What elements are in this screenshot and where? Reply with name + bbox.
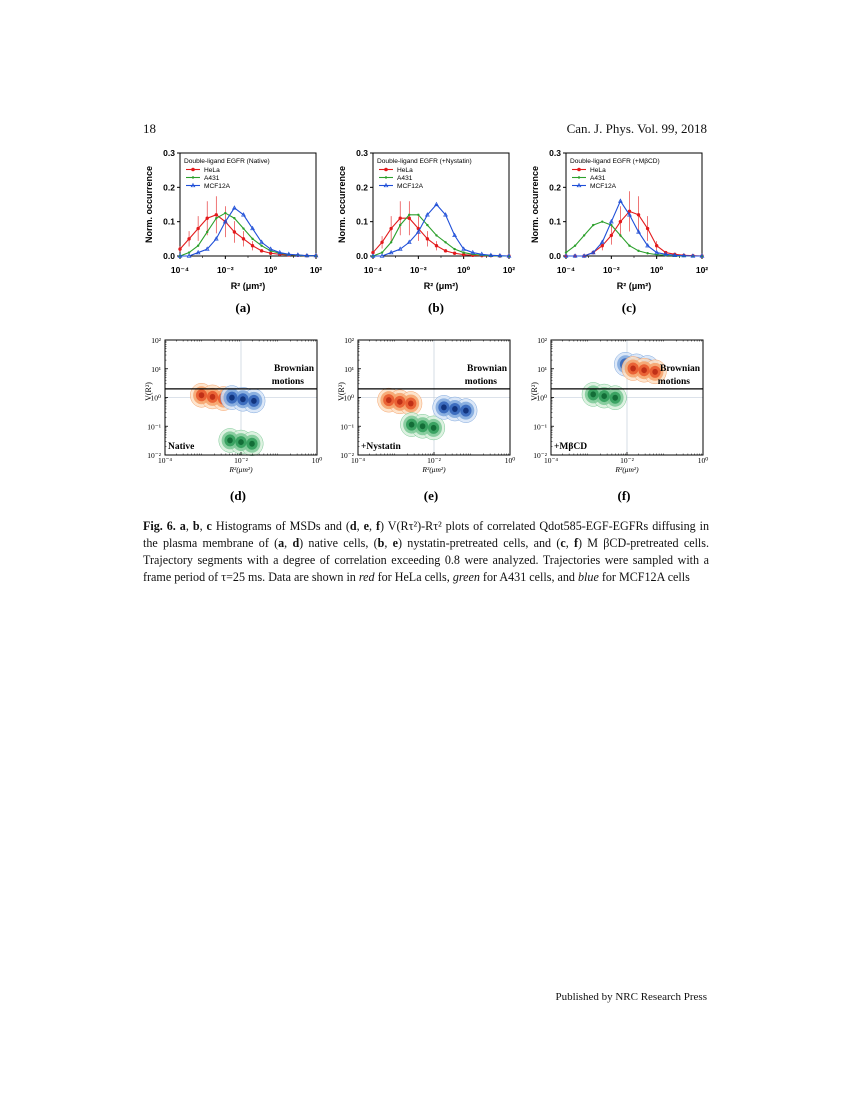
data-point <box>206 231 208 233</box>
caption-part: , <box>369 519 376 533</box>
contour-blob <box>612 395 618 401</box>
y-tick-label: 10⁻² <box>340 451 354 460</box>
publisher-footer: Published by NRC Research Press <box>555 991 707 1003</box>
data-point <box>601 220 603 222</box>
caption-part: ) native cells, ( <box>299 536 378 550</box>
legend-entry: MCF12A <box>397 183 424 190</box>
legend-marker <box>191 168 195 172</box>
caption-part: d <box>292 536 300 550</box>
data-point <box>655 244 658 247</box>
legend-marker <box>385 176 387 178</box>
y-tick-label: 0.0 <box>163 251 175 261</box>
contour-blob <box>249 441 255 447</box>
contour-blob <box>431 425 437 431</box>
data-point <box>453 248 455 250</box>
brownian-label: Brownian <box>467 364 507 374</box>
data-point <box>610 234 613 237</box>
contour-blob <box>601 393 607 399</box>
data-point <box>619 234 621 236</box>
data-point <box>435 234 437 236</box>
panel-label: (c) <box>621 300 637 315</box>
x-axis-label: R² (μm²) <box>230 281 266 291</box>
data-point <box>260 245 262 247</box>
x-tick-label: 10⁻⁴ <box>157 456 173 465</box>
contour-blob <box>386 397 392 403</box>
contour-blob <box>420 423 426 429</box>
data-point <box>408 214 410 216</box>
y-tick-label: 10² <box>537 336 547 345</box>
caption-part: e <box>392 536 399 550</box>
data-point <box>472 253 474 255</box>
legend-entry: MCF12A <box>590 183 617 190</box>
brownian-label: motions <box>271 377 304 387</box>
x-tick-label: 10⁻⁴ <box>363 265 383 275</box>
caption-part: ) V(Rτ²)-Rτ² plots of correlated Qdot585-EGF-EGFRs diffusing in the plasma membrane of ( <box>143 519 710 550</box>
contour-blob <box>397 399 403 405</box>
caption-part: e <box>363 519 369 533</box>
data-point <box>444 249 447 252</box>
caption-part: f <box>574 536 579 550</box>
data-point <box>426 237 429 240</box>
journal-header: Can. J. Phys. Vol. 99, 2018 <box>566 121 707 136</box>
caption-part: , <box>199 519 207 533</box>
data-point <box>215 213 218 216</box>
plot-frame <box>566 153 702 256</box>
contour-blob <box>409 422 415 428</box>
y-tick-label: 10⁰ <box>150 393 161 403</box>
x-tick-label: 10⁻⁴ <box>170 265 190 275</box>
x-tick-label: 10⁰ <box>697 456 709 465</box>
contour-blob <box>590 391 596 397</box>
y-axis-label: Norm. occurrence <box>337 165 347 244</box>
data-point <box>251 244 254 247</box>
y-tick-label: 0.1 <box>549 216 561 227</box>
x-tick-label: 10⁻² <box>427 456 441 465</box>
caption-part: ) nystatin-pretreated cells, and ( <box>398 536 561 550</box>
x-axis-label: R²(μm²) <box>615 465 639 474</box>
contour-blob <box>251 398 257 404</box>
histogram-panel-a <box>144 148 322 315</box>
caption-part: ) M βCD-pretreated cells. Trajectory segments with a degree of correlation exceeding 0.8 were analyzed. Trajectories were sampled with a frame period of τ=25 ms. Data are shown in <box>143 536 710 584</box>
data-point <box>646 227 649 230</box>
y-tick-label: 0.2 <box>163 182 175 193</box>
legend-entry: A431 <box>590 175 606 182</box>
legend-title: Double-ligand EGFR (+Nystatin) <box>377 158 472 165</box>
data-point <box>408 217 411 220</box>
page-number: 18 <box>143 121 156 136</box>
x-axis-label: R²(μm²) <box>422 465 446 474</box>
data-point <box>444 241 446 243</box>
x-tick-label: 10² <box>502 265 516 275</box>
panel-label: (b) <box>428 300 444 315</box>
caption-part: b <box>377 536 385 550</box>
contour-blob <box>229 395 235 401</box>
data-point <box>399 224 401 226</box>
x-tick-label: 10⁻² <box>216 265 234 275</box>
y-axis-label: V(R²) <box>144 382 153 401</box>
x-tick-label: 10⁰ <box>264 265 278 275</box>
panel-label: (e) <box>423 488 439 503</box>
y-tick-label: 10¹ <box>344 364 354 374</box>
x-tick-label: 10⁰ <box>311 456 323 465</box>
caption-part: for A431 cells, and <box>479 570 578 584</box>
x-tick-label: 10⁰ <box>504 456 516 465</box>
x-tick-label: 10⁻² <box>234 456 248 465</box>
panel-label: (f) <box>617 488 631 503</box>
legend-title: Double-ligand EGFR (Native) <box>184 158 270 165</box>
caption-part: red <box>358 570 375 584</box>
y-tick-label: 10⁻¹ <box>147 422 161 432</box>
data-point <box>196 227 199 230</box>
y-tick-label: 10⁰ <box>343 393 354 403</box>
x-tick-label: 10⁻⁴ <box>350 456 366 465</box>
contour-blob <box>452 406 458 412</box>
contour-panel-e <box>337 336 515 503</box>
series-line-mcf12a <box>180 208 316 256</box>
y-tick-label: 10¹ <box>537 364 547 374</box>
y-axis-label: Norm. occurrence <box>530 165 540 244</box>
legend-entry: HeLa <box>397 167 413 174</box>
series-line-hela <box>566 211 702 256</box>
x-tick-label: 10² <box>309 265 323 275</box>
caption-part: , <box>284 536 293 550</box>
cluster-a431 <box>582 382 626 409</box>
series-line-a431 <box>180 213 316 256</box>
data-point <box>380 241 383 244</box>
data-point <box>197 245 199 247</box>
data-point <box>592 224 594 226</box>
legend-marker <box>192 176 194 178</box>
data-point <box>453 252 456 255</box>
y-tick-label: 10⁻¹ <box>533 422 547 432</box>
data-point <box>233 230 236 233</box>
caption-part: b <box>192 519 200 533</box>
histogram-panel-b <box>337 148 515 315</box>
contour-blob <box>652 369 658 375</box>
data-point <box>637 250 639 252</box>
data-point <box>389 227 392 230</box>
legend-entry: HeLa <box>204 167 220 174</box>
x-tick-label: 10⁰ <box>457 265 471 275</box>
data-point <box>242 237 245 240</box>
panel-label: (d) <box>230 488 246 503</box>
y-tick-label: 10² <box>344 336 354 345</box>
y-tick-label: 0.3 <box>356 148 368 158</box>
contour-panel-f <box>530 336 708 503</box>
y-tick-label: 10⁻¹ <box>340 422 354 432</box>
y-tick-label: 10¹ <box>151 364 161 374</box>
data-point <box>646 252 648 254</box>
y-tick-label: 10⁻² <box>147 451 161 460</box>
y-tick-label: 0.2 <box>549 182 561 193</box>
y-tick-label: 0.0 <box>549 251 561 261</box>
data-point <box>435 244 438 247</box>
data-point <box>426 224 428 226</box>
cluster-mcf12a <box>433 395 477 422</box>
series-line-a431 <box>373 215 509 256</box>
x-tick-label: 10⁻⁴ <box>543 456 559 465</box>
y-tick-label: 0.0 <box>356 251 368 261</box>
series-line-a431 <box>566 222 702 256</box>
contour-blob <box>227 437 233 443</box>
data-point <box>269 252 272 255</box>
caption-part: , <box>356 519 364 533</box>
brownian-label: motions <box>657 377 690 387</box>
x-axis-label: R² (μm²) <box>616 281 652 291</box>
data-point <box>251 238 253 240</box>
condition-label: +Nystatin <box>361 442 401 452</box>
panel-label: (a) <box>235 300 251 315</box>
cluster-mcf12a <box>221 386 265 413</box>
data-point <box>583 234 585 236</box>
legend-title: Double-ligand EGFR (+MβCD) <box>570 158 660 165</box>
caption-part: f <box>375 519 381 533</box>
x-axis-label: R²(μm²) <box>229 465 253 474</box>
data-point <box>233 217 235 219</box>
caption-part: , <box>185 519 193 533</box>
y-tick-label: 0.1 <box>356 216 368 227</box>
x-tick-label: 10⁻⁴ <box>556 265 576 275</box>
legend-entry: A431 <box>397 175 413 182</box>
data-point <box>399 217 402 220</box>
data-point <box>619 220 622 223</box>
condition-label: Native <box>168 442 195 452</box>
plot-frame <box>373 153 509 256</box>
caption-part: , <box>565 536 574 550</box>
y-axis-label: Norm. occurrence <box>144 165 154 244</box>
brownian-label: Brownian <box>274 364 314 374</box>
caption-fig-label: Fig. 6. <box>143 519 176 533</box>
y-tick-label: 10⁻² <box>533 451 547 460</box>
x-tick-label: 10⁰ <box>650 265 664 275</box>
y-axis-label: V(R²) <box>530 382 539 401</box>
condition-label: +MβCD <box>554 442 588 452</box>
y-tick-label: 0.2 <box>356 182 368 193</box>
contour-blob <box>408 400 414 406</box>
caption-part: d <box>349 519 357 533</box>
contour-blob <box>441 404 447 410</box>
histogram-panel-c <box>530 148 708 315</box>
data-point <box>574 245 576 247</box>
contour-blob <box>463 408 469 414</box>
caption-part: for MCF12A cells <box>598 570 690 584</box>
y-tick-label: 0.3 <box>549 148 561 158</box>
caption-part: a <box>278 536 285 550</box>
data-point <box>187 237 190 240</box>
data-point <box>260 249 263 252</box>
x-tick-label: 10⁻² <box>409 265 427 275</box>
data-point <box>601 244 604 247</box>
legend-marker <box>384 168 388 172</box>
data-point <box>390 241 392 243</box>
contour-blob <box>238 439 244 445</box>
cluster-hela <box>378 388 422 415</box>
y-tick-label: 0.3 <box>163 148 175 158</box>
data-point <box>242 227 244 229</box>
data-point <box>224 212 226 214</box>
y-tick-label: 10⁰ <box>536 393 547 403</box>
data-point <box>417 214 419 216</box>
caption-part: , <box>384 536 393 550</box>
legend-entry: MCF12A <box>204 183 231 190</box>
contour-blob <box>641 367 647 373</box>
y-tick-label: 10² <box>151 336 161 345</box>
brownian-label: Brownian <box>660 364 700 374</box>
x-tick-label: 10² <box>695 265 709 275</box>
legend-entry: HeLa <box>590 167 606 174</box>
data-point <box>628 245 630 247</box>
data-point <box>637 213 640 216</box>
legend-entry: A431 <box>204 175 220 182</box>
y-tick-label: 0.1 <box>163 216 175 227</box>
cluster-a431 <box>219 428 263 455</box>
caption-part: a <box>175 519 186 533</box>
data-point <box>206 217 209 220</box>
x-axis-label: R² (μm²) <box>423 281 459 291</box>
plot-frame <box>180 153 316 256</box>
x-tick-label: 10⁻² <box>602 265 620 275</box>
y-axis-label: V(R²) <box>337 382 346 401</box>
contour-blob <box>630 366 636 372</box>
caption-part: green <box>452 570 480 584</box>
legend-marker <box>577 168 581 172</box>
contour-blob <box>240 396 246 402</box>
caption-part: blue <box>577 570 599 584</box>
x-tick-label: 10⁻² <box>620 456 634 465</box>
brownian-label: motions <box>464 377 497 387</box>
contour-blob <box>210 394 216 400</box>
figure-caption <box>143 518 709 586</box>
data-point <box>178 247 181 250</box>
data-point <box>462 251 464 253</box>
legend-marker <box>578 176 580 178</box>
caption-part: for HeLa cells, <box>374 570 453 584</box>
caption-part: c <box>206 519 212 533</box>
contour-panel-d <box>144 336 322 503</box>
data-point <box>215 217 217 219</box>
contour-blob <box>199 392 205 398</box>
caption-part: c <box>560 536 566 550</box>
caption-part: Histograms of MSDs and ( <box>211 519 350 533</box>
